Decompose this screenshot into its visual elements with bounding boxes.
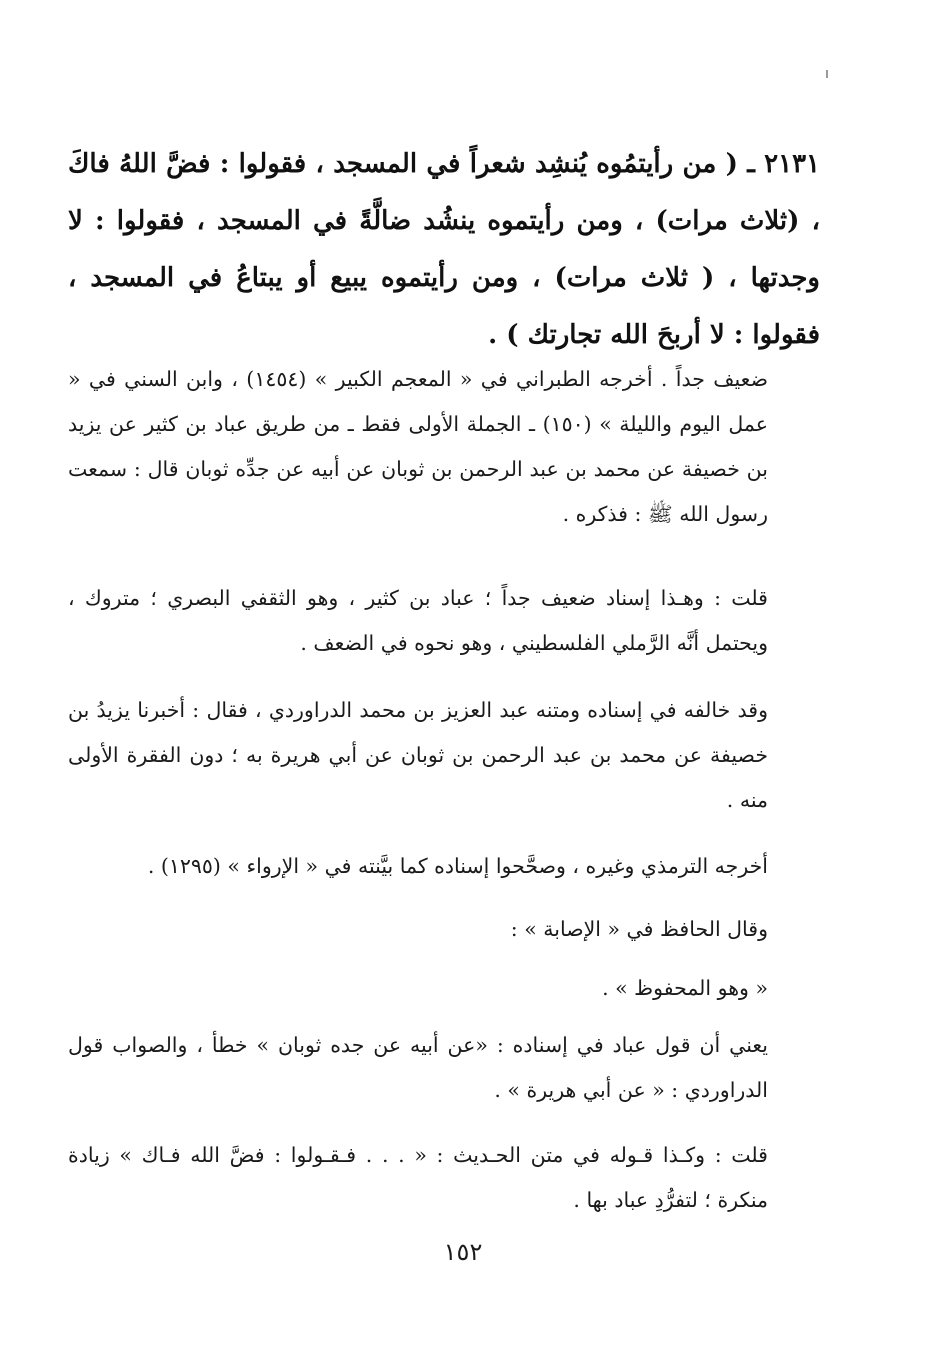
commentary-paragraph-4: أخرجه الترمذي وغيره ، وصحَّحوا إسناده كما بيَّنته في « الإرواء » (١٢٩٥) .: [147, 854, 768, 878]
page-number: ١٥٢: [443, 1238, 483, 1266]
commentary-paragraph-6: يعني أن قول عباد في إسناده : «عن أبيه عن جده ثوبان » خطأ ، والصواب قول الدراوردي : « عن أبي هريرة » .: [68, 1033, 768, 1102]
scan-speck: [826, 70, 828, 78]
commentary-paragraph-1: ضعيف جداً . أخرجه الطبراني في « المعجم الكبير » (١٤٥٤) ، وابن السني في « عمل اليوم والليلة » (١٥٠) ـ الجملة الأولى فقط ـ من طريق عباد بن كثير عن يزيد بن خصيفة عن محمد بن عبد الرحمن بن ثوبان عن أبيه عن جدِّه ثوبان قال : سمعت رسول الله ﷺ : فذكره .: [68, 367, 769, 526]
commentary-paragraph-2: قلت : وهـذا إسناد ضعيف جداً ؛ عباد بن كثير ، وهو الثقفي البصري ؛ متروك ، ويحتمل أنَّه الرَّملي الفلسطيني ، وهو نحوه في الضعف .: [68, 586, 768, 655]
quoted-statement: « وهو المحفوظ » .: [602, 976, 768, 1000]
commentary-paragraph-5: وقال الحافظ في « الإصابة » :: [510, 917, 768, 941]
commentary-paragraph-7: قلت : وكـذا قـوله في متن الحـديث : « . . . فـقـولوا : فضَّ الله فـاك » زيادة منكرة ؛ لتفرُّدِ عباد بها .: [68, 1143, 768, 1212]
commentary-paragraph-3: وقد خالفه في إسناده ومتنه عبد العزيز بن محمد الدراوردي ، فقال : أخبرنا يزيدُ بن خصيفة عن محمد بن عبد الرحمن بن ثوبان عن أبي هريرة به ؛ دون الفقرة الأولى منه .: [68, 698, 768, 812]
hadith-text: ٢١٣١ ـ ( من رأيتمُوه يُنشِد شعراً في المسجد ، فقولوا : فضَّ اللهُ فاكَ ، (ثلاث مرات) ، ومن رأيتموه ينشُد ضالَّةً في المسجد ، فقولوا : لا وجدتها ، ( ثلاث مرات) ، ومن رأيتموه يبيع أو يبتاعُ في المسجد ، فقولوا : لا أربحَ الله تجارتك ) .: [68, 149, 820, 350]
